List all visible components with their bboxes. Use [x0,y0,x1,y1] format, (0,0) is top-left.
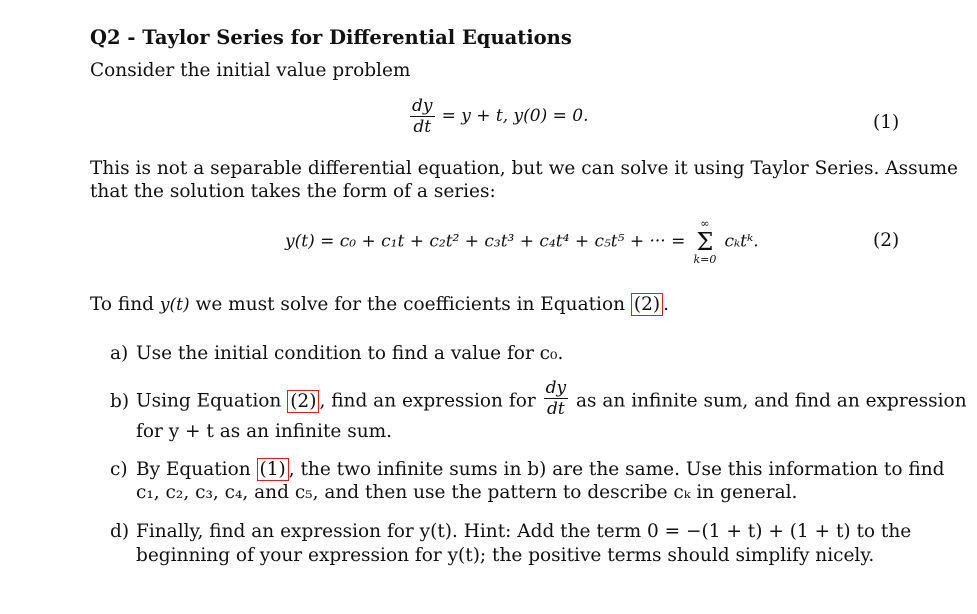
equation-2 [285,218,759,266]
paragraph-3-post: we must solve for the coefficients in Equation [189,294,631,315]
item-d-label: d) [110,521,130,542]
equation-2-lhs: y(t) = c₀ + c₁t + c₂t² + c₃t³ + c₄t⁴ + c₅t⁵ + ··· = [285,231,686,252]
item-a-text: Use the initial condition to find a value for c₀. [136,343,564,364]
item-c-post: , the two infinite sums in b) are the same. Use this information to find [288,459,945,480]
item-d-text: Finally, find an expression for y(t). Hint: Add the term 0 = −(1 + t) + (1 + t) to the [136,521,912,542]
page-title: Q2 - Taylor Series for Differential Equations [90,26,572,49]
fraction-denominator: dt [413,117,432,137]
paragraph-3-pre: To find [90,294,160,315]
item-d [110,521,911,542]
equation-1-number: (1) [873,112,900,133]
item-b-line-2: for y + t as an infinite sum. [136,421,393,442]
equation-2-number: (2) [873,230,900,251]
summation-upper-limit: ∞ [700,217,710,230]
summation-term: cₖtᵏ. [724,231,759,252]
equation-1 [408,96,589,137]
equation-2-ref-link[interactable]: (2) [287,390,319,413]
dy-dt-fraction [544,378,569,419]
summation-sigma: Σ [696,228,714,256]
paragraph-2-line-2: that the solution takes the form of a series: [90,181,496,202]
item-c [110,459,944,480]
equation-1-rhs: = y + t, y(0) = 0. [441,106,589,126]
summation-lower-limit: k=0 [693,253,717,266]
fraction-numerator: dy [412,96,433,116]
item-b [110,378,967,419]
item-d-line-2: beginning of your expression for y(t); the positive terms should simplify nicely. [136,545,875,566]
paragraph-3-math: y(t) [159,295,190,315]
dy-dt-fraction [410,96,435,137]
fraction-denominator: dt [546,399,565,419]
equation-2-ref-link[interactable]: (2) [631,293,663,316]
fraction-numerator: dy [545,378,567,398]
item-c-label: c) [110,459,128,480]
item-b-post: as an infinite sum, and find an expression [570,390,967,412]
item-b-mid: , find an expression for [319,390,542,412]
item-a [110,343,563,364]
item-b-label: b) [110,390,130,412]
paragraph-3-end: . [663,294,669,315]
paragraph-2-line-1: This is not a separable differential equation, but we can solve it using Taylor Series. Assume [90,158,958,179]
summation [693,218,716,266]
item-a-label: a) [110,343,129,364]
equation-1-ref-link[interactable]: (1) [257,458,289,481]
intro-text: Consider the initial value problem [90,60,411,81]
item-c-line-2: c₁, c₂, c₃, c₄, and c₅, and then use the pattern to describe cₖ in general. [136,482,798,503]
paragraph-3 [90,294,669,315]
item-c-pre: By Equation [136,459,257,480]
item-b-pre: Using Equation [136,390,288,412]
